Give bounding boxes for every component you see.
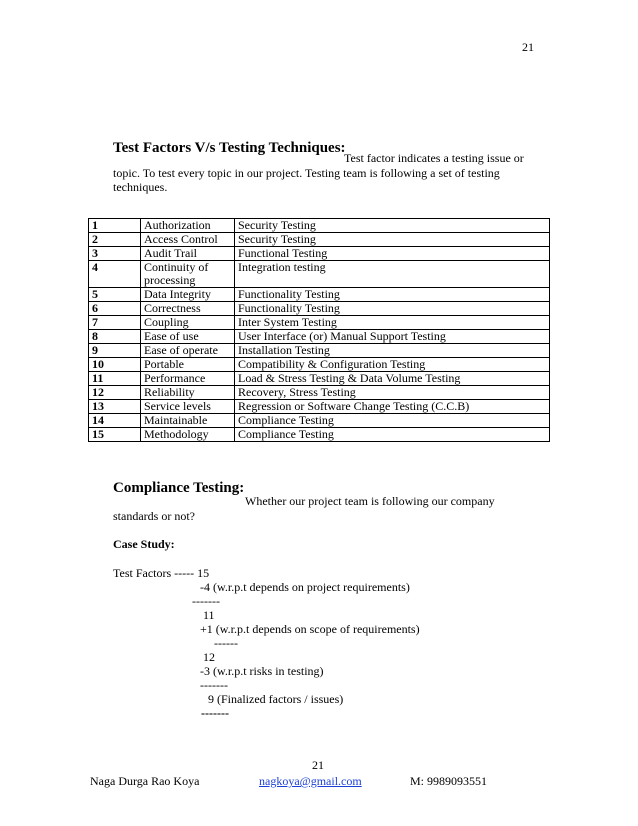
table-row <box>89 302 550 316</box>
compliance-text-line2: standards or not? <box>113 509 195 523</box>
calc-line: -3 (w.r.p.t risks in testing) <box>200 664 324 678</box>
test-factor-cell: Maintainable <box>141 414 235 428</box>
test-factors-table <box>88 218 550 442</box>
calc-line: -4 (w.r.p.t depends on project requirements) <box>200 580 410 594</box>
testing-technique-cell: Functional Testing <box>235 247 550 261</box>
test-factor-cell: Ease of operate <box>141 344 235 358</box>
intro-text-line2: topic. To test every topic in our project. Testing team is following a set of testing techniques. <box>113 166 500 194</box>
table-row <box>89 330 550 344</box>
table-row <box>89 219 550 233</box>
row-number-cell: 13 <box>89 400 141 414</box>
test-factor-cell: Coupling <box>141 316 235 330</box>
row-number-cell: 11 <box>89 372 141 386</box>
table-row <box>89 428 550 442</box>
testing-technique-cell: Compliance Testing <box>235 414 550 428</box>
test-factor-cell: Audit Trail <box>141 247 235 261</box>
footer-author-name: Naga Durga Rao Koya <box>90 774 200 788</box>
footer-email-link[interactable]: nagkoya@gmail.com <box>259 774 362 788</box>
testing-technique-cell: Functionality Testing <box>235 288 550 302</box>
table-row <box>89 372 550 386</box>
row-number-cell: 5 <box>89 288 141 302</box>
test-factor-cell: Correctness <box>141 302 235 316</box>
testing-technique-cell: User Interface (or) Manual Support Testing <box>235 330 550 344</box>
row-number-cell: 6 <box>89 302 141 316</box>
testing-technique-cell: Load & Stress Testing & Data Volume Testing <box>235 372 550 386</box>
test-factor-cell: Service levels <box>141 400 235 414</box>
row-number-cell: 2 <box>89 233 141 247</box>
testing-technique-cell: Installation Testing <box>235 344 550 358</box>
testing-technique-cell: Functionality Testing <box>235 302 550 316</box>
row-number-cell: 7 <box>89 316 141 330</box>
testing-technique-cell: Recovery, Stress Testing <box>235 386 550 400</box>
calc-line: ------- <box>200 678 228 692</box>
test-factor-cell: Methodology <box>141 428 235 442</box>
testing-technique-cell: Security Testing <box>235 219 550 233</box>
table-row <box>89 414 550 428</box>
table-row <box>89 316 550 330</box>
calc-line: ------ <box>214 636 238 650</box>
table-row <box>89 344 550 358</box>
row-number-cell: 9 <box>89 344 141 358</box>
table-row <box>89 233 550 247</box>
intro-text-line1: Test factor indicates a testing issue or <box>344 151 524 165</box>
row-number-cell: 4 <box>89 261 141 288</box>
page-number-top: 21 <box>522 40 534 54</box>
table-row <box>89 358 550 372</box>
testing-technique-cell: Integration testing <box>235 261 550 288</box>
row-number-cell: 10 <box>89 358 141 372</box>
row-number-cell: 8 <box>89 330 141 344</box>
calc-line: ------- <box>201 706 229 720</box>
testing-technique-cell: Compatibility & Configuration Testing <box>235 358 550 372</box>
table-row <box>89 288 550 302</box>
footer-phone: M: 9989093551 <box>410 774 488 788</box>
calc-line: ------- <box>192 594 220 608</box>
test-factor-cell: Reliability <box>141 386 235 400</box>
table-row <box>89 261 550 288</box>
row-number-cell: 15 <box>89 428 141 442</box>
table-row <box>89 400 550 414</box>
table-row <box>89 247 550 261</box>
row-number-cell: 1 <box>89 219 141 233</box>
test-factor-cell: Portable <box>141 358 235 372</box>
row-number-cell: 3 <box>89 247 141 261</box>
test-factor-cell: Data Integrity <box>141 288 235 302</box>
calc-line: +1 (w.r.p.t depends on scope of requirements) <box>200 622 420 636</box>
compliance-text-line1: Whether our project team is following our company <box>245 494 495 508</box>
testing-technique-cell: Security Testing <box>235 233 550 247</box>
testing-technique-cell: Regression or Software Change Testing (C.C.B) <box>235 400 550 414</box>
test-factor-cell: Ease of use <box>141 330 235 344</box>
row-number-cell: 12 <box>89 386 141 400</box>
calc-line: 12 <box>203 650 215 664</box>
test-factor-cell: Continuity of processing <box>141 261 235 288</box>
section-heading-compliance-testing: Compliance Testing: <box>113 480 245 496</box>
calc-line: 11 <box>203 608 215 622</box>
testing-technique-cell: Inter System Testing <box>235 316 550 330</box>
row-number-cell: 14 <box>89 414 141 428</box>
test-factor-cell: Access Control <box>141 233 235 247</box>
calc-line: 9 (Finalized factors / issues) <box>208 692 344 706</box>
test-factor-cell: Performance <box>141 372 235 386</box>
test-factors-table-body <box>89 219 550 442</box>
table-row <box>89 386 550 400</box>
testing-technique-cell: Compliance Testing <box>235 428 550 442</box>
section-heading-test-factors: Test Factors V/s Testing Techniques: <box>113 140 346 156</box>
page-number-bottom: 21 <box>312 758 324 772</box>
case-study-heading: Case Study: <box>113 537 175 551</box>
test-factor-cell: Authorization <box>141 219 235 233</box>
calc-line: Test Factors ----- 15 <box>113 566 210 580</box>
